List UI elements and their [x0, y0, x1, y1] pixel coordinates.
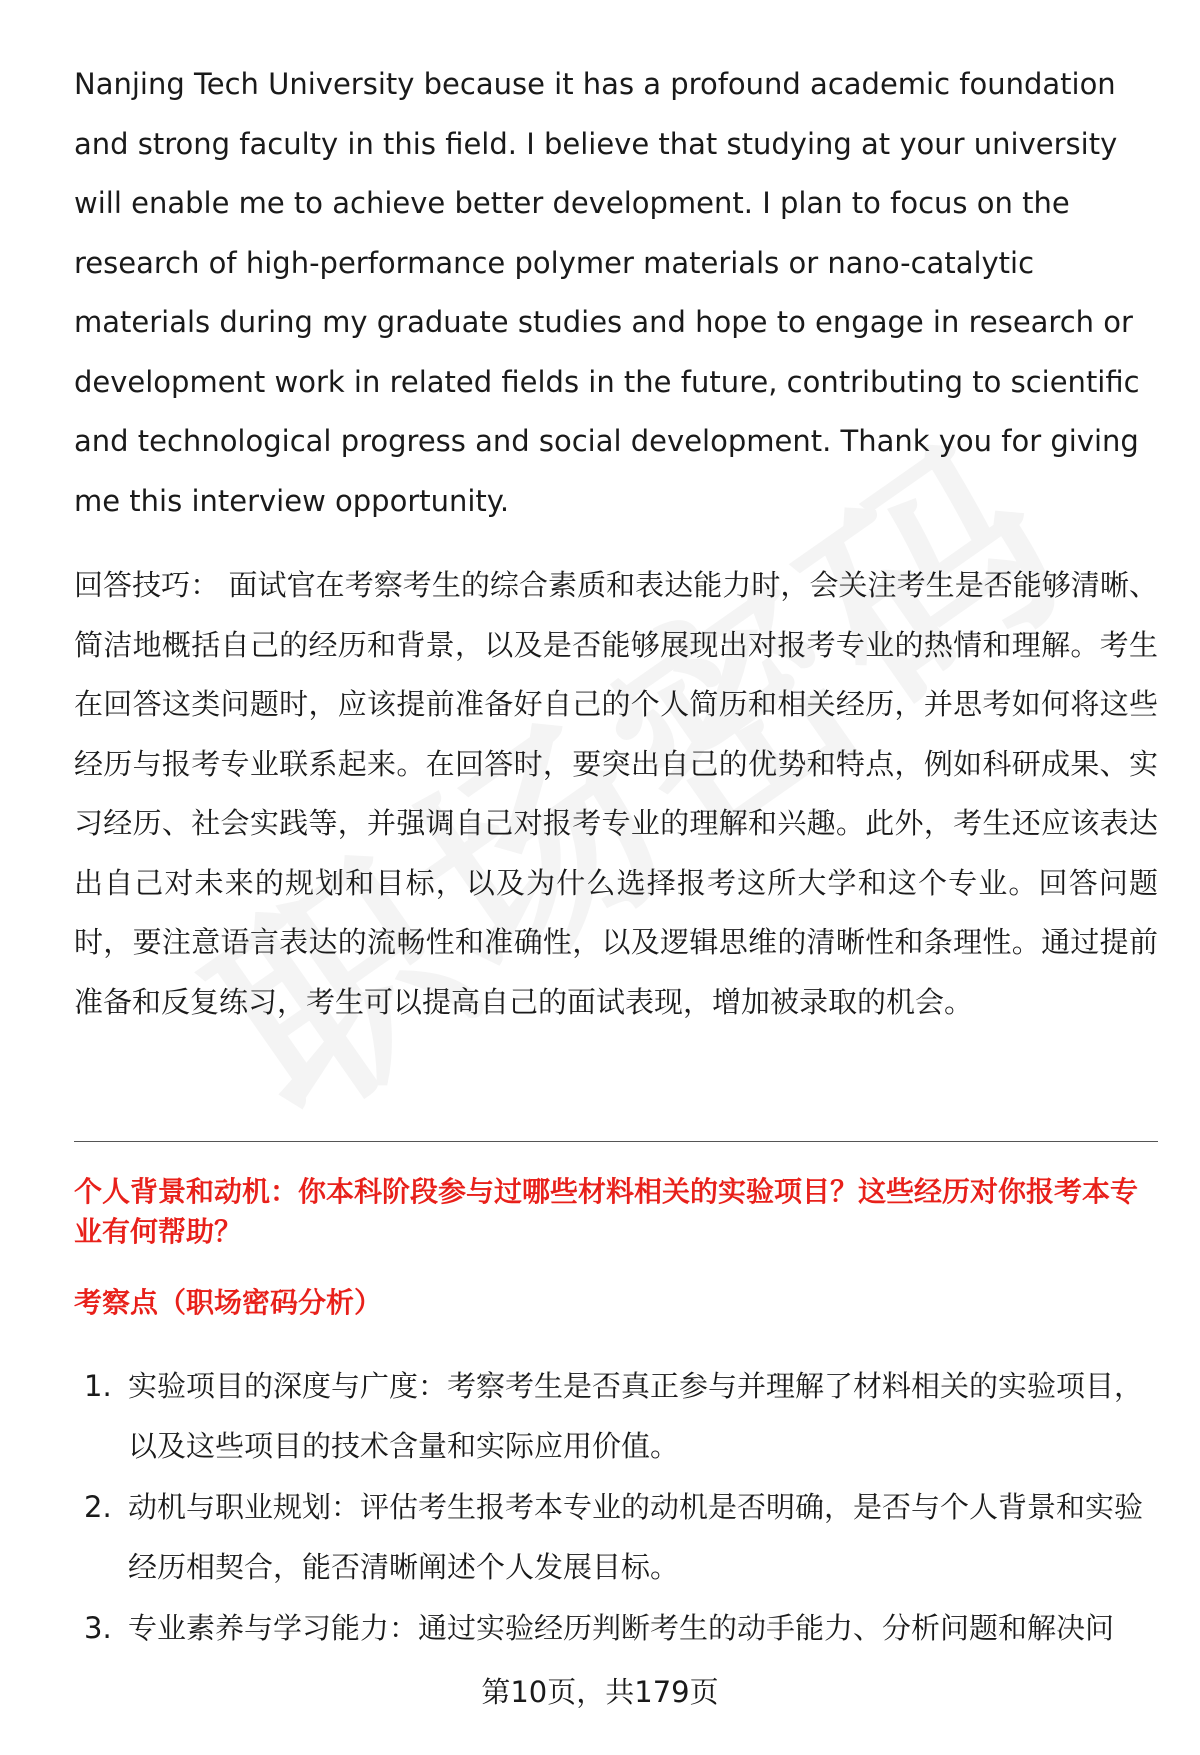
list-item-number: 1. [84, 1369, 112, 1403]
english-paragraph: Nanjing Tech University because it has a profound academic foundation and strong faculty in this field. I believe that studying at your university will enable me to achieve better development. I plan to focus on the research of high-performance polymer materials or nano-catalytic materials during my graduate studies and hope to engage in research or development work in related fields in the future, contributing to scientific and technological progress and social development. Thank you for giving me this interview opportunity. [74, 67, 1140, 518]
list-item-number: 2. [84, 1490, 112, 1524]
list-item [74, 1599, 1158, 1659]
list-item [74, 1478, 1158, 1597]
list-item-text: 专业素养与学习能力：通过实验经历判断考生的动手能力、分析问题和解决问 [128, 1611, 1115, 1645]
list-item-text: 实验项目的深度与广度：考察考生是否真正参与并理解了材料相关的实验项目，以及这些项目的技术含量和实际应用价值。 [128, 1369, 1144, 1463]
list-item-text: 动机与职业规划：评估考生报考本专业的动机是否明确，是否与个人背景和实验经历相契合，能否清晰阐述个人发展目标。 [128, 1490, 1144, 1584]
section-divider [74, 1141, 1158, 1142]
list-item [74, 1357, 1158, 1476]
list-item-number: 3. [84, 1611, 112, 1645]
answer-tip-paragraph: 回答技巧： 面试官在考察考生的综合素质和表达能力时，会关注考生是否能够清晰、简洁地概括自己的经历和背景，以及是否能够展现出对报考专业的热情和理解。考生在回答这类问题时，应该提前准备好自己的个人简历和相关经历，并思考如何将这些经历与报考专业联系起来。在回答时，要突出自己的优势和特点，例如科研成果、实习经历、社会实践等，并强调自己对报考专业的理解和兴趣。此外，考生还应该表达出自己对未来的规划和目标，以及为什么选择报考这所大学和这个专业。回答问题时，要注意语言表达的流畅性和准确性，以及逻辑思维的清晰性和条理性。通过提前准备和反复练习，考生可以提高自己的面试表现，增加被录取的机会。 [74, 568, 1158, 1019]
page-footer: 第10页，共179页 [481, 1675, 719, 1709]
points-list [74, 1357, 1158, 1661]
question-heading: 个人背景和动机：你本科阶段参与过哪些材料相关的实验项目？这些经历对你报考本专业有何帮助？ [74, 1175, 1139, 1248]
points-heading: 考察点（职场密码分析） [74, 1286, 383, 1319]
